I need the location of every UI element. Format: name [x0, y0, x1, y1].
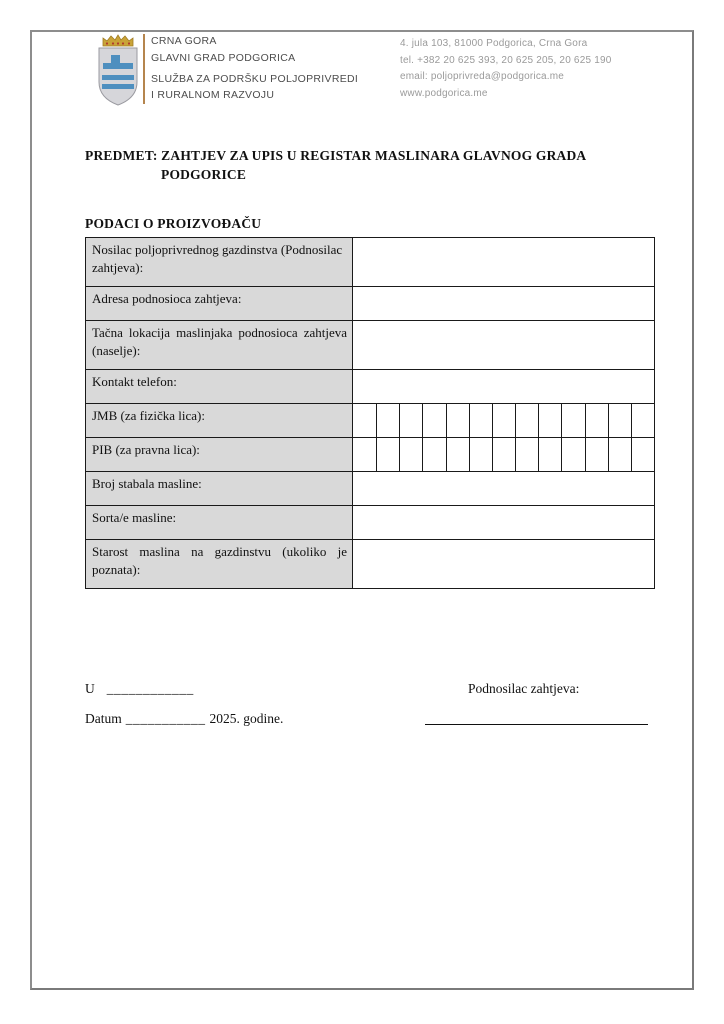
org-name-line: I RURALNOM RAZVOJU: [151, 89, 275, 101]
subject-line-1: PREDMET: ZAHTJEV ZA UPIS U REGISTAR MASLINARA GLAVNOG GRADA: [85, 148, 587, 163]
table-row: [86, 404, 654, 438]
org-name-line: CRNA GORA: [151, 35, 217, 47]
table-row: [86, 540, 654, 588]
website-line: www.podgorica.me: [400, 87, 488, 99]
row-value-cell: [353, 540, 654, 588]
section-heading: PODACI O PROIZVOĐAČU: [85, 216, 262, 231]
address-line: 4. jula 103, 81000 Podgorica, Crna Gora: [400, 38, 588, 49]
place-blank-line: ____________: [106, 681, 194, 696]
digit-box: [376, 404, 399, 437]
table-row: [86, 370, 654, 404]
digit-box: [515, 404, 538, 437]
digit-box: [608, 438, 631, 471]
producer-table: [85, 237, 655, 589]
row-label: Broj stabala masline:: [86, 472, 353, 505]
row-label: JMB (za fizička lica):: [86, 404, 353, 437]
podgorica-coat-of-arms-icon: [95, 32, 141, 108]
subject-title: [85, 146, 635, 184]
row-value-cell: [353, 370, 654, 403]
table-row: [86, 438, 654, 472]
subject-line-2: PODGORICE: [161, 167, 247, 182]
jmb-digit-box-grid: [353, 404, 654, 437]
row-label: Nosilac poljoprivrednog gazdinstva (Podnosilac zahtjeva):: [86, 238, 353, 286]
digit-box: [608, 404, 631, 437]
digit-box: [492, 438, 515, 471]
date-blank-line: ___________: [125, 711, 206, 726]
table-row: [86, 472, 654, 506]
row-label: Starost maslina na gazdinstvu (ukoliko je poznata):: [86, 540, 353, 588]
digit-box: [446, 404, 469, 437]
digit-box: [353, 438, 376, 471]
date-year-text: 2025. godine.: [209, 711, 284, 726]
applicant-signature-line: [425, 710, 648, 725]
digit-box: [376, 438, 399, 471]
digit-box: [446, 438, 469, 471]
phone-line: tel. +382 20 625 393, 20 625 205, 20 625 190: [400, 54, 612, 66]
applicant-label: Podnosilac zahtjeva:: [468, 681, 580, 696]
digit-box: [585, 404, 608, 437]
digit-box: [538, 438, 561, 471]
table-row: [86, 321, 654, 370]
digit-box: [469, 404, 492, 437]
organization-block: [151, 33, 391, 102]
digit-box: [469, 438, 492, 471]
header-divider-line: [143, 34, 145, 104]
row-value-cell: [353, 238, 654, 286]
row-value-cell: [353, 438, 654, 471]
row-label: Adresa podnosioca zahtjeva:: [86, 287, 353, 320]
row-value-cell: [353, 404, 654, 437]
digit-box: [492, 404, 515, 437]
place-row: [85, 681, 194, 697]
row-label: Tačna lokacija maslinjaka podnosioca zahtjeva (naselje):: [86, 321, 353, 369]
table-row: [86, 287, 654, 321]
digit-box: [631, 404, 654, 437]
row-label: Sorta/e masline:: [86, 506, 353, 539]
digit-box: [399, 404, 422, 437]
digit-box: [561, 404, 584, 437]
digit-box: [631, 438, 654, 471]
row-value-cell: [353, 321, 654, 369]
table-row: [86, 238, 654, 287]
digit-box: [585, 438, 608, 471]
pib-digit-box-grid: [353, 438, 654, 471]
org-name-line: SLUŽBA ZA PODRŠKU POLJOPRIVREDI: [151, 73, 359, 85]
row-value-cell: [353, 506, 654, 539]
place-field-label: U: [85, 681, 95, 696]
digit-box: [353, 404, 376, 437]
digit-box: [422, 438, 445, 471]
digit-box: [561, 438, 584, 471]
table-row: [86, 506, 654, 540]
digit-box: [538, 404, 561, 437]
row-value-cell: [353, 287, 654, 320]
digit-box: [422, 404, 445, 437]
email-line: email: poljoprivreda@podgorica.me: [400, 71, 565, 82]
org-name-line: GLAVNI GRAD PODGORICA: [151, 52, 296, 64]
digit-box: [515, 438, 538, 471]
contact-block: [400, 36, 650, 102]
row-value-cell: [353, 472, 654, 505]
row-label: Kontakt telefon:: [86, 370, 353, 403]
date-field-label: Datum: [85, 711, 122, 726]
digit-box: [399, 438, 422, 471]
row-label: PIB (za pravna lica):: [86, 438, 353, 471]
date-row: [85, 711, 283, 727]
